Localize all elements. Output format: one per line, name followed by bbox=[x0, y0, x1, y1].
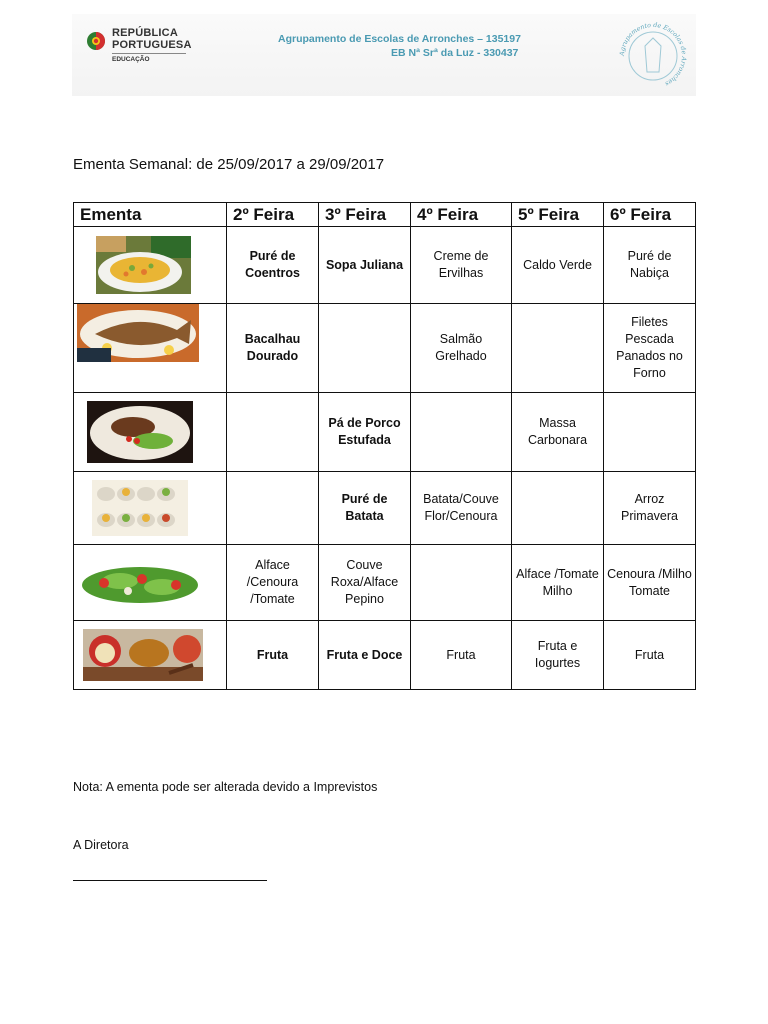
menu-cell bbox=[411, 545, 512, 621]
school-code: EB Nª Srª da Luz - 330437 bbox=[391, 47, 519, 59]
menu-cell: Bacalhau Dourado bbox=[227, 304, 319, 393]
table-row bbox=[74, 545, 696, 621]
signature-line bbox=[73, 880, 267, 881]
row-image-cell bbox=[74, 472, 227, 545]
menu-cell: Puré de Coentros bbox=[227, 227, 319, 304]
menu-cell bbox=[227, 393, 319, 472]
fruit-dessert-image bbox=[83, 629, 203, 681]
menu-cell bbox=[319, 304, 411, 393]
menu-cell: Couve Roxa/Alface Pepino bbox=[319, 545, 411, 621]
menu-cell: Batata/Couve Flor/Cenoura bbox=[411, 472, 512, 545]
brand-line-2: PORTUGUESA bbox=[112, 39, 192, 51]
brand-line-1: REPÚBLICA bbox=[112, 27, 178, 39]
menu-cell: Puré de Nabiça bbox=[604, 227, 696, 304]
grilled-fish-image bbox=[77, 304, 199, 362]
table-row bbox=[74, 227, 696, 304]
weekly-menu-table bbox=[73, 202, 696, 690]
menu-cell bbox=[604, 393, 696, 472]
meat-plate-image bbox=[87, 401, 193, 463]
school-seal-logo bbox=[612, 16, 694, 96]
salad-image bbox=[80, 561, 200, 605]
table-header-row bbox=[74, 203, 696, 227]
menu-cell bbox=[512, 304, 604, 393]
menu-cell: Sopa Juliana bbox=[319, 227, 411, 304]
menu-cell: Alface /Cenoura /Tomate bbox=[227, 545, 319, 621]
row-image-cell bbox=[74, 545, 227, 621]
menu-cell bbox=[227, 472, 319, 545]
column-header: 5º Feira bbox=[512, 203, 604, 227]
page-title: Ementa Semanal: de 25/09/2017 a 29/09/2017 bbox=[73, 156, 385, 173]
column-header: 6º Feira bbox=[604, 203, 696, 227]
menu-cell: Fruta bbox=[227, 621, 319, 690]
soup-bowl-image bbox=[96, 236, 191, 294]
table-row bbox=[74, 304, 696, 393]
menu-cell: Caldo Verde bbox=[512, 227, 604, 304]
menu-cell: Fruta e Doce bbox=[319, 621, 411, 690]
column-header: 4º Feira bbox=[411, 203, 512, 227]
svg-text:Agrupamento de Escolas de Arro: Agrupamento de Escolas de Arronches bbox=[618, 21, 688, 88]
menu-cell: Pá de Porco Estufada bbox=[319, 393, 411, 472]
row-image-cell bbox=[74, 621, 227, 690]
school-name: Agrupamento de Escolas de Arronches – 135197 bbox=[278, 33, 521, 45]
side-dishes-image bbox=[92, 480, 188, 536]
column-header: Ementa bbox=[74, 203, 227, 227]
table-row bbox=[74, 472, 696, 545]
row-image-cell bbox=[74, 393, 227, 472]
column-header: 2º Feira bbox=[227, 203, 319, 227]
column-header: 3º Feira bbox=[319, 203, 411, 227]
row-image-cell bbox=[74, 227, 227, 304]
menu-cell bbox=[411, 393, 512, 472]
row-image-cell bbox=[74, 304, 227, 393]
brand-subtitle: EDUCAÇÃO bbox=[112, 56, 150, 63]
table-row bbox=[74, 621, 696, 690]
menu-cell: Arroz Primavera bbox=[604, 472, 696, 545]
signature-label: A Diretora bbox=[73, 838, 129, 852]
menu-cell: Puré de Batata bbox=[319, 472, 411, 545]
menu-cell: Alface /Tomate Milho bbox=[512, 545, 604, 621]
brand-name bbox=[112, 27, 192, 51]
menu-cell: Filetes Pescada Panados no Forno bbox=[604, 304, 696, 393]
brand-divider bbox=[112, 53, 186, 54]
menu-cell: Salmão Grelhado bbox=[411, 304, 512, 393]
menu-cell bbox=[512, 472, 604, 545]
menu-cell: Fruta bbox=[604, 621, 696, 690]
menu-cell: Cenoura /Milho Tomate bbox=[604, 545, 696, 621]
menu-cell: Creme de Ervilhas bbox=[411, 227, 512, 304]
menu-note: Nota: A ementa pode ser alterada devido a Imprevistos bbox=[73, 780, 378, 794]
menu-cell: Massa Carbonara bbox=[512, 393, 604, 472]
table-row bbox=[74, 393, 696, 472]
menu-cell: Fruta e Iogurtes bbox=[512, 621, 604, 690]
menu-cell: Fruta bbox=[411, 621, 512, 690]
